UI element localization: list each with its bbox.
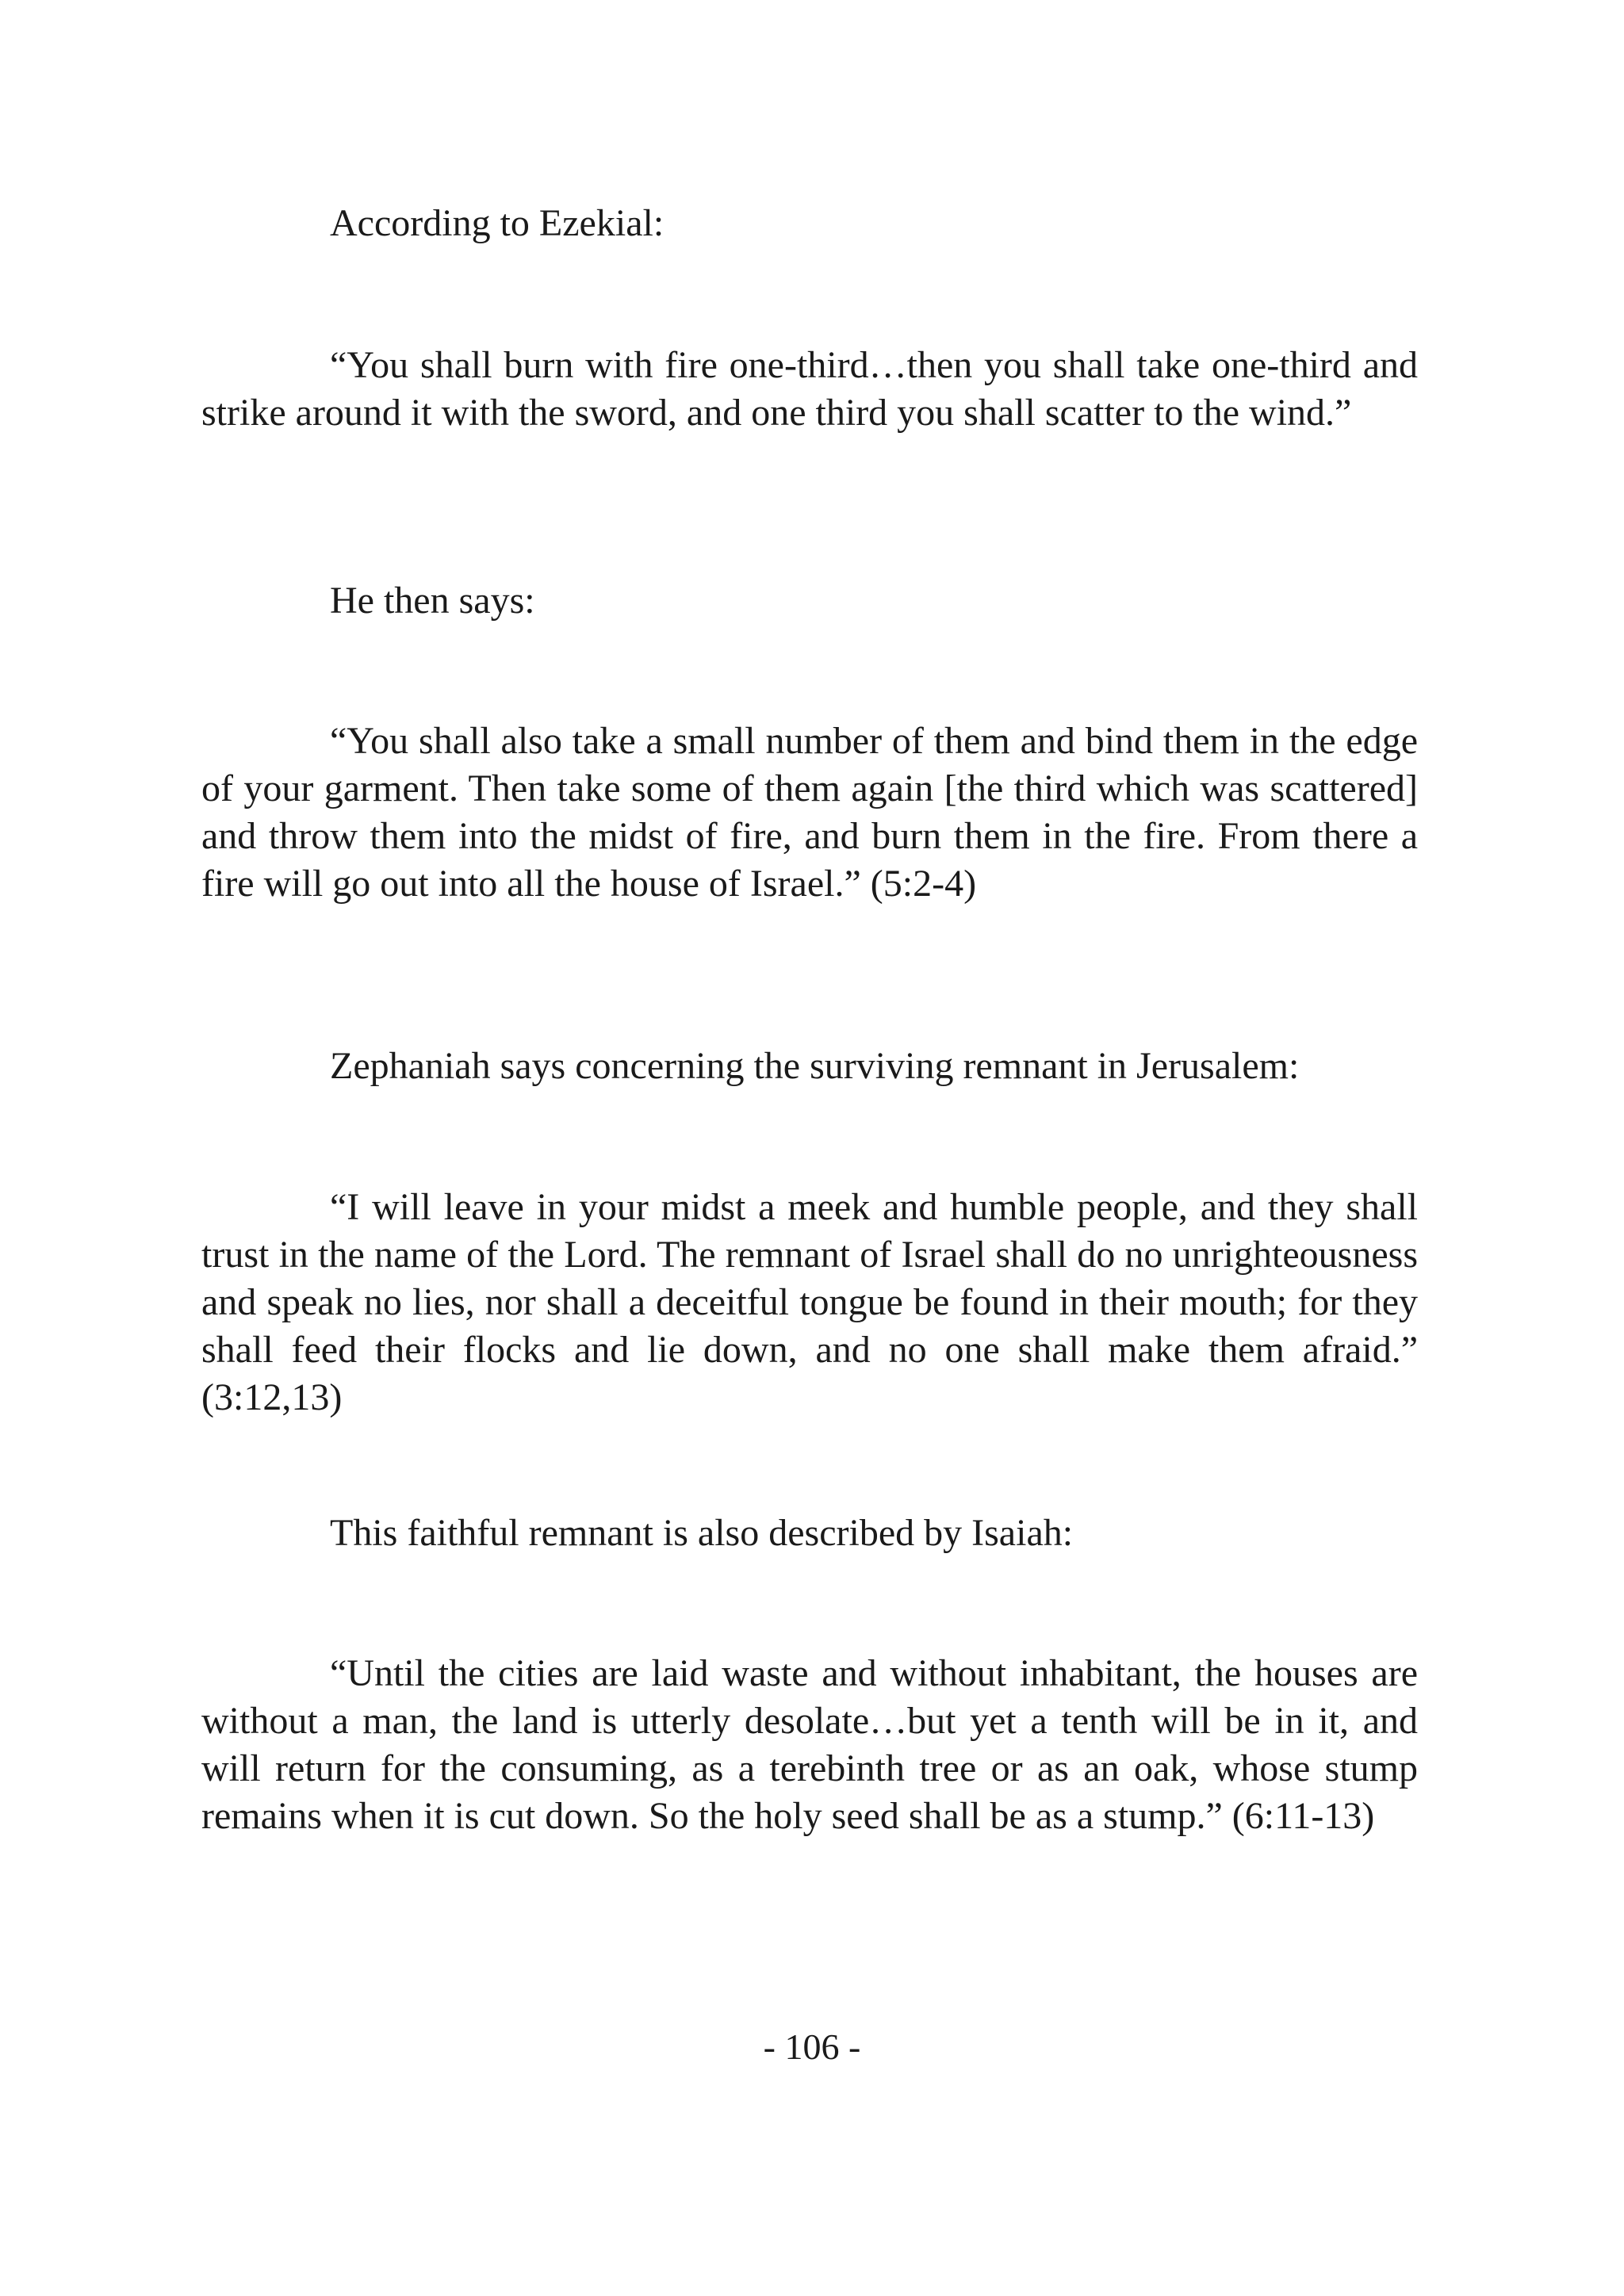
intro-zephaniah: Zephaniah says concerning the surviving remnant in Jerusalem: <box>330 1045 1300 1087</box>
quote-ezekiel-part-2: “You shall also take a small number of them and bind them in the edge of your garment. Then take some of them again [the third which was scattered] and throw them into the midst of fire, and burn them in the fire. From there a fire will go out into all the house of Israel.” (5:2-4) <box>201 720 1418 905</box>
intro-ezekiel: According to Ezekial: <box>330 202 665 244</box>
transition-he-then-says: He then says: <box>330 580 535 622</box>
intro-isaiah: This faithful remnant is also described by Isaiah: <box>330 1512 1074 1554</box>
page-number: - 106 - <box>763 2026 861 2067</box>
quote-zephaniah: “I will leave in your midst a meek and humble people, and they shall trust in the name of the Lord. The remnant of Israel shall do no unrighteousness and speak no lies, nor shall a deceitful tongue be found in their mouth; for they shall feed their flocks and lie down, and no one shall make them afraid.” (3:12,13) <box>201 1186 1418 1418</box>
quote-isaiah: “Until the cities are laid waste and without inhabitant, the houses are without a man, the land is utterly desolate…but yet a tenth will be in it, and will return for the consuming, as a terebinth tree or as an oak, whose stump remains when it is cut down. So the holy seed shall be as a stump.” (6:11-13) <box>201 1652 1418 1837</box>
quote-ezekiel-part-1: “You shall burn with fire one-third…then you shall take one-third and strike around it with the sword, and one third you shall scatter to the wind.” <box>201 344 1418 434</box>
